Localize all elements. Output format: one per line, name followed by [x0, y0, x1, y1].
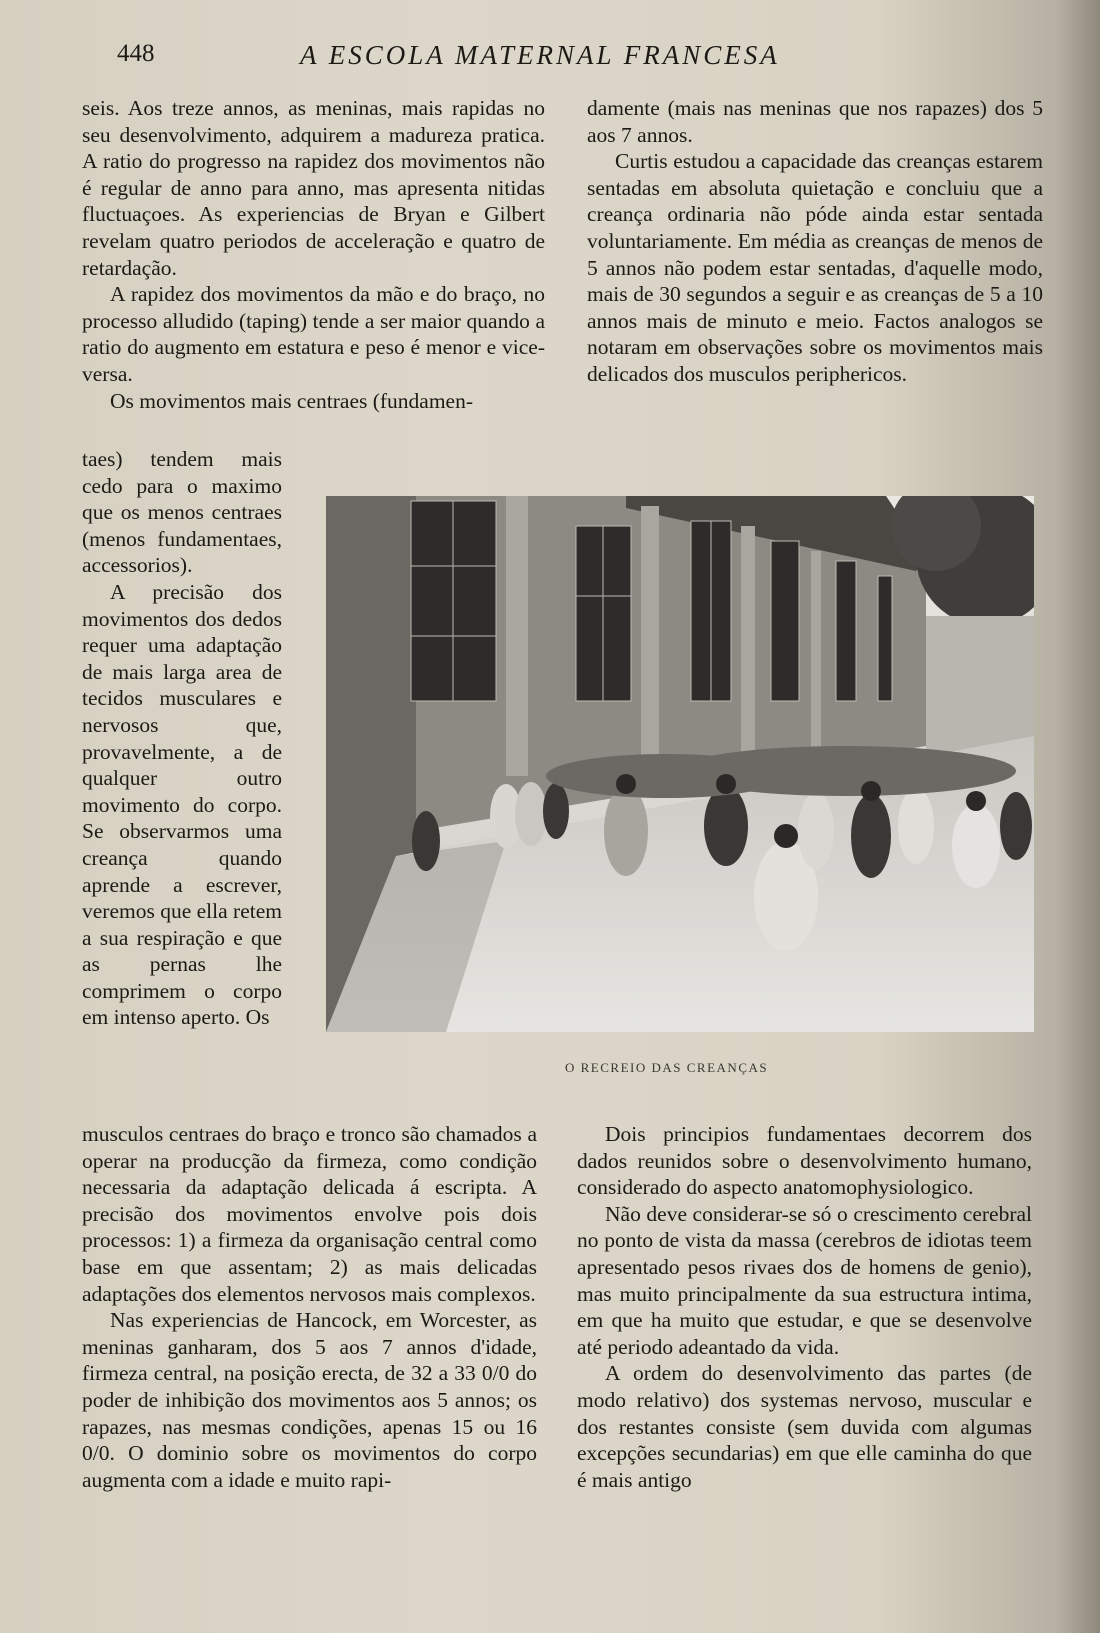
paragraph: Curtis estudou a capacidade das creanças estarem sentadas em absoluta quietação e concluiu que a creança ordinaria não póde ainda estar sentada voluntariamente. Em média as creanças de menos de 5 annos não podem estar sentadas, d'aquelle modo, mais de 30 segundos a seguir e as creanças de 5 a 10 annos mais de minuto e meio. Factos analogos se notaram em observações sobre os movimentos mais delicados dos musculos periphericos. — [587, 149, 1043, 386]
figure-caption: O RECREIO DAS CREANÇAS — [565, 1060, 769, 1075]
page-number: 448 — [117, 40, 155, 67]
paragraph: A precisão dos movimentos dos dedos requer uma adaptação de mais larga area de tecidos musculares e nervosos que, provavelmente, a de qualquer outro movimento do corpo. Se observarmos uma creança quando aprende a escrever, veremos que ella retem a sua respiração e que as pernas lhe comprimem o corpo em intenso aperto. Os — [82, 579, 282, 1030]
paragraph: A rapidez dos movimentos da mão e do braço, no processo alludido (taping) tende a ser maior quando a ratio do augmento em estatura e peso é menor e vice-versa. — [82, 282, 545, 386]
paragraph: Dois principios fundamentaes decorrem dos dados reunidos sobre o desenvolvimento humano, considerado do aspecto anatomophysiologico. — [577, 1122, 1032, 1200]
paragraph: damente (mais nas meninas que nos rapazes) dos 5 aos 7 annos. — [587, 96, 1043, 147]
paragraph: seis. Aos treze annos, as meninas, mais rapidas no seu desenvolvimento, adquirem a madureza pratica. A ratio do progresso na rapidez dos movimentos não é regular de anno para anno, mas apresenta nitidas fluctuaçoes. As experiencias de Bryan e Gilbert revelam quatro periodos de acceleração e quatro de retardação. — [82, 96, 545, 280]
left-column-top — [82, 95, 545, 414]
paragraph: Nas experiencias de Hancock, em Worcester, as meninas ganharam, dos 5 aos 7 annos d'idade, firmeza central, na posição erecta, de 32 a 33 0/0 do poder de inhibição dos movimentos aos 5 annos; os rapazes, nas mesmas condições, apenas 15 ou 16 0/0. O dominio sobre os movimentos do corpo augmenta com a idade e muito rapi- — [82, 1308, 537, 1492]
paragraph: taes) tendem mais cedo para o maximo que os menos centraes (menos fundamentaes, accessorios). — [82, 447, 282, 578]
school-yard-photograph — [326, 496, 1034, 1032]
paragraph: Os movimentos mais centraes (fundamen- — [110, 388, 474, 413]
right-column-top — [587, 95, 1043, 388]
running-title: A ESCOLA MATERNAL FRANCESA — [300, 40, 780, 70]
right-column-bottom — [577, 1121, 1032, 1493]
paragraph: A ordem do desenvolvimento das partes (de modo relativo) dos systemas nervoso, muscular e dos restantes consiste (sem duvida com algumas excepções secundarias) em que elle caminha do que é mais antigo — [577, 1361, 1032, 1492]
paragraph: Não deve considerar-se só o crescimento cerebral no ponto de vista da massa (cerebros de idiotas teem apresentado pesos rivaes dos de homens de genio), mas muito principalmente da sua estructura intima, em que ha muito que estudar, e que se desenvolve até periodo adeantado da vida. — [577, 1201, 1032, 1359]
left-column-bottom — [82, 1121, 537, 1493]
page-header — [0, 38, 1100, 78]
paragraph: musculos centraes do braço e tronco são chamados a operar na producção da firmeza, como condição necessaria da adaptação delicada á escripta. A precisão dos movimentos envolve pois dois processos: 1) a firmeza da organisação central como base em que assentam; 2) as mais delicadas adaptações dos elementos nervosos mais complexos. — [82, 1122, 537, 1306]
left-column-narrow — [82, 446, 282, 1031]
